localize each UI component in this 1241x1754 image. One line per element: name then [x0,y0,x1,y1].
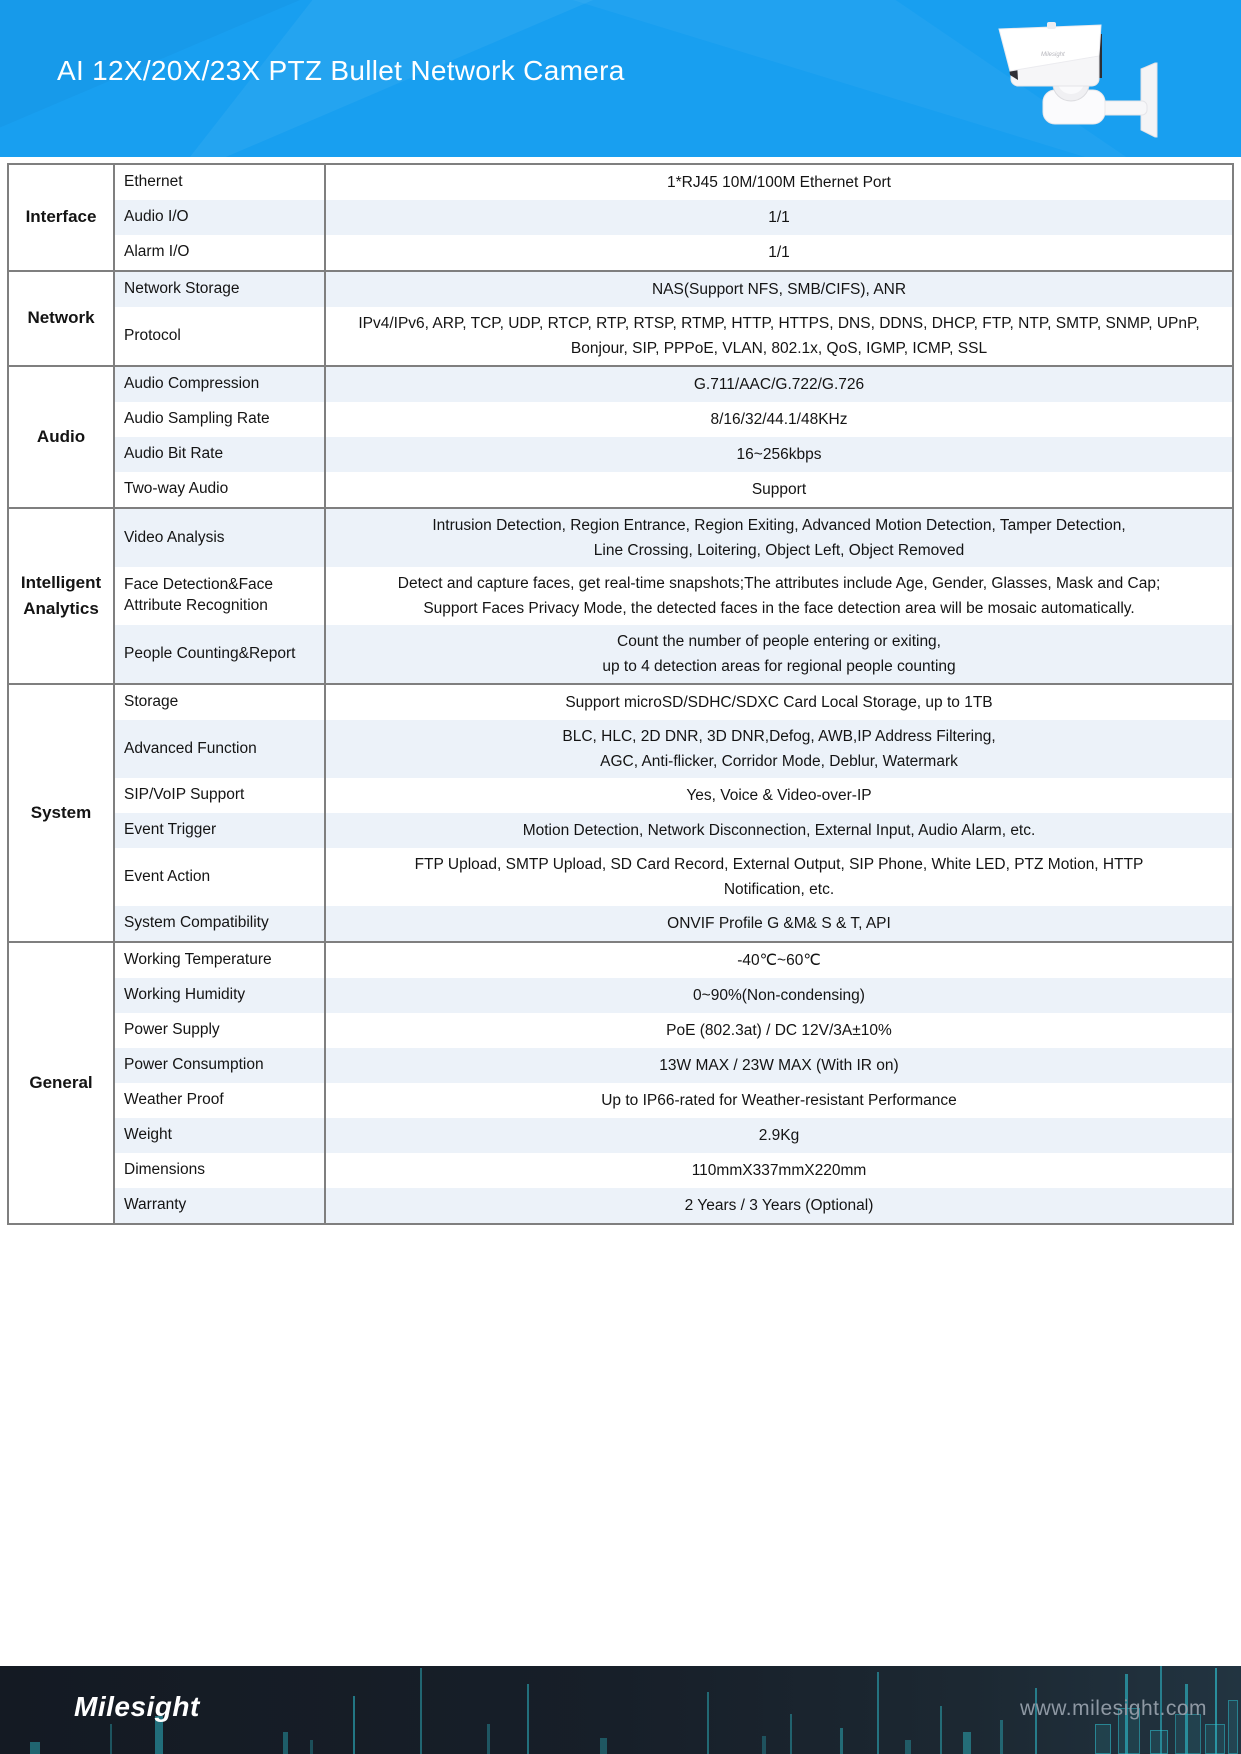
param-value: Motion Detection, Network Disconnection, External Input, Audio Alarm, etc. [522,822,1036,839]
param-value: Intrusion Detection, Region Entrance, Region Exiting, Advanced Motion Detection, Tamper Detection, Line Crossing, Loitering, Object Left, Object Removed [432,517,1126,559]
section-network [9,270,1232,365]
website-link[interactable]: www.milesight.com [1019,1697,1207,1720]
param-label: Audio Sampling Rate [115,402,326,437]
param-label: Protocol [115,307,326,365]
param-value: Detect and capture faces, get real-time snapshots;The attributes include Age, Gender, Glasses, Mask and Cap; Support Faces Privacy Mode, the detected faces in the face detection area will be mosaic automatically. [397,575,1161,617]
param-label: Face Detection&Face Attribute Recognition [115,567,326,625]
cityscape-bar [762,1736,766,1754]
cityscape-bar [1000,1720,1003,1754]
param-value: Count the number of people entering or exiting, up to 4 detection areas for regional people counting [602,633,956,675]
section-audio [9,365,1232,507]
param-label: Alarm I/O [115,235,326,270]
param-label: Network Storage [115,272,326,307]
header-banner [0,0,1241,157]
spec-row [115,906,1232,941]
cityscape-bar [1150,1730,1168,1754]
param-value: 0~90%(Non-condensing) [693,987,865,1004]
param-value: FTP Upload, SMTP Upload, SD Card Record, External Output, SIP Phone, White LED, PTZ Motion, HTTP Notification, etc. [414,856,1144,898]
cityscape-bar [905,1740,911,1754]
category-label: System [9,685,115,941]
spec-row [115,402,1232,437]
page-title: AI 12X/20X/23X PTZ Bullet Network Camera [57,55,625,86]
param-label: Power Consumption [115,1048,326,1083]
spec-row [115,685,1232,720]
param-label: Dimensions [115,1153,326,1188]
spec-table [7,163,1234,1225]
section-interface [9,165,1232,270]
cityscape-bar [707,1692,709,1754]
spec-row [115,1118,1232,1153]
cityscape-bar [353,1696,355,1754]
spec-row [115,367,1232,402]
category-label: Intelligent Analytics [9,509,115,683]
param-label: Video Analysis [115,509,326,567]
param-label: Power Supply [115,1013,326,1048]
spec-row [115,1013,1232,1048]
param-label: Two-way Audio [115,472,326,507]
spec-row [115,272,1232,307]
param-label: Warranty [115,1188,326,1223]
section-system [9,683,1232,941]
spec-row [115,165,1232,200]
param-value: G.711/AAC/G.722/G.726 [693,376,865,393]
param-label: Audio Bit Rate [115,437,326,472]
param-value: 16~256kbps [736,446,822,463]
param-value: Yes, Voice & Video-over-IP [686,787,872,804]
cityscape-bar [283,1732,288,1754]
spec-row [115,235,1232,270]
param-value: BLC, HLC, 2D DNR, 3D DNR,Defog, AWB,IP Address Filtering, AGC, Anti-flicker, Corridor Mode, Deblur, Watermark [562,728,996,770]
param-label: Storage [115,685,326,720]
spec-row [115,437,1232,472]
param-value: 1/1 [768,244,790,261]
param-value: -40℃~60℃ [737,952,821,969]
param-value: 8/16/32/44.1/48KHz [710,411,848,428]
cityscape-bar [1215,1668,1217,1754]
param-value: PoE (802.3at) / DC 12V/3A±10% [666,1022,892,1039]
param-label: People Counting&Report [115,625,326,683]
param-label: Advanced Function [115,720,326,778]
spec-row [115,813,1232,848]
param-label: System Compatibility [115,906,326,941]
param-label: Event Trigger [115,813,326,848]
spec-row [115,567,1232,625]
spec-row [115,1048,1232,1083]
spec-row [115,720,1232,778]
param-label: Weather Proof [115,1083,326,1118]
param-label: Audio Compression [115,367,326,402]
cityscape-bar [840,1728,843,1754]
param-label: SIP/VoIP Support [115,778,326,813]
spec-row [115,778,1232,813]
camera-product-image [983,22,1165,142]
section-intelligent-analytics [9,507,1232,683]
category-label: Audio [9,367,115,507]
param-value: Support [751,481,807,498]
cityscape-bar [527,1684,529,1754]
spec-row [115,307,1232,365]
param-value: 2.9Kg [758,1127,800,1144]
cityscape-bar [790,1714,792,1754]
param-label: Working Temperature [115,943,326,978]
param-value: Support microSD/SDHC/SDXC Card Local Storage, up to 1TB [565,694,993,711]
footer-band [0,1666,1241,1754]
cityscape-bar [110,1724,112,1754]
camera-brand-mark: Milesight [1041,52,1065,58]
spec-row [115,1083,1232,1118]
spec-row [115,943,1232,978]
section-general [9,941,1232,1223]
spec-row [115,200,1232,235]
param-label: Weight [115,1118,326,1153]
spec-row [115,848,1232,906]
cityscape-bar [1228,1700,1238,1754]
param-label: Working Humidity [115,978,326,1013]
category-label: Network [9,272,115,365]
spec-row [115,978,1232,1013]
param-value: 2 Years / 3 Years (Optional) [684,1197,874,1214]
param-value: 13W MAX / 23W MAX (With IR on) [659,1057,899,1074]
param-label: Ethernet [115,165,326,200]
param-value: 110mmX337mmX220mm [691,1162,867,1179]
param-label: Audio I/O [115,200,326,235]
spec-row [115,1153,1232,1188]
spec-row [115,1188,1232,1223]
spec-row [115,472,1232,507]
param-value: IPv4/IPv6, ARP, TCP, UDP, RTCP, RTP, RTSP, RTMP, HTTP, HTTPS, DNS, DDNS, DHCP, FTP, NTP, SMTP, SNMP, UPnP, Bonjour, SIP, PPPoE, VLAN, 802.1x, QoS, IGMP, ICMP, SSL [358,315,1200,357]
cityscape-bar [310,1740,313,1754]
param-value: ONVIF Profile G &M& S & T, API [667,915,891,932]
cityscape-bar [487,1724,490,1754]
category-label: General [9,943,115,1223]
param-value: 1/1 [768,209,790,226]
cityscape-bar [30,1742,40,1754]
cityscape-bar [963,1732,971,1754]
param-label: Event Action [115,848,326,906]
milesight-logo: Milesight [74,1691,200,1722]
cityscape-bar [420,1668,422,1754]
param-value: Up to IP66-rated for Weather-resistant Performance [601,1092,957,1109]
category-label: Interface [9,165,115,270]
spec-row [115,625,1232,683]
cityscape-bar [600,1738,607,1754]
cityscape-bar [940,1706,942,1754]
param-value: NAS(Support NFS, SMB/CIFS), ANR [651,281,907,298]
cityscape-bar [877,1672,879,1754]
cityscape-bar [1095,1724,1111,1754]
spec-row [115,509,1232,567]
param-value: 1*RJ45 10M/100M Ethernet Port [666,174,891,191]
